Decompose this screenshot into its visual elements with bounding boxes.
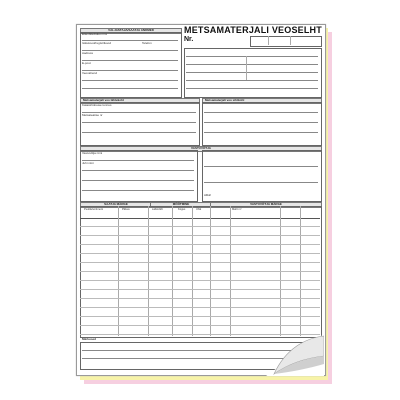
table-row-line bbox=[80, 316, 320, 317]
col-diameter: Läbimõõt bbox=[152, 208, 163, 211]
vehicle-label: Veovahend bbox=[82, 71, 98, 75]
reg-code-label: Isikukood/registrikood bbox=[82, 41, 112, 45]
loading-place-header: Metsamaterjali veo lähtekoht bbox=[80, 98, 200, 104]
line bbox=[204, 166, 318, 167]
line bbox=[204, 122, 318, 123]
col-assortment: Puuliik/sortiment bbox=[84, 208, 104, 211]
receiver-header: VASTUVÕTJA bbox=[80, 146, 322, 152]
table-header-receiver: VASTUVÕTJA MÄRGE bbox=[210, 202, 322, 208]
email-label: E-post bbox=[82, 61, 91, 65]
table-row-line bbox=[80, 235, 320, 236]
line bbox=[82, 190, 194, 191]
line bbox=[82, 170, 194, 171]
receiver-right-section bbox=[202, 150, 322, 202]
destination-header: Metsamaterjali veo sihtkoht bbox=[202, 98, 322, 104]
table-row-line bbox=[80, 280, 320, 281]
col-length: Pikkus bbox=[122, 208, 130, 211]
receiver-left-section bbox=[80, 150, 198, 202]
line bbox=[204, 182, 318, 183]
form-number-label: Nr. bbox=[184, 36, 194, 43]
table-row-line bbox=[80, 271, 320, 272]
line bbox=[82, 160, 194, 161]
divider bbox=[290, 36, 291, 45]
table-row-line bbox=[80, 253, 320, 254]
line bbox=[82, 50, 178, 51]
date-boxes bbox=[250, 36, 322, 47]
notes-label: Märkused bbox=[82, 337, 97, 341]
destination-section bbox=[202, 102, 322, 146]
table-row-line bbox=[80, 226, 320, 227]
line bbox=[82, 88, 178, 89]
line bbox=[186, 72, 318, 73]
table-header-measure: MÕÕTMINE bbox=[150, 202, 212, 208]
line bbox=[204, 112, 318, 113]
divider bbox=[246, 56, 247, 80]
line bbox=[82, 132, 196, 133]
line bbox=[82, 180, 194, 181]
table-row-line bbox=[80, 262, 320, 263]
phone-label: Telefon bbox=[142, 41, 152, 45]
cadastre-label: Katastriüksuse tunnus bbox=[82, 103, 112, 107]
issuer-name-label: Ettevõtte/isiku nimi bbox=[82, 32, 108, 36]
line bbox=[204, 132, 318, 133]
table-header-sender: SAATJA MÄRGE bbox=[80, 202, 152, 208]
page-curl-icon bbox=[266, 334, 324, 376]
table-row-line bbox=[80, 244, 320, 245]
line bbox=[186, 80, 318, 81]
form-title: METSAMATERJALI VEOSELHT bbox=[184, 25, 322, 35]
table-row-line bbox=[80, 307, 320, 308]
line bbox=[186, 64, 318, 65]
loading-place-section bbox=[80, 102, 200, 146]
issuer-address-label: Aadress bbox=[82, 51, 94, 55]
divider bbox=[268, 36, 269, 45]
receiver-name-label: Vastuvõtja nimi bbox=[82, 151, 103, 155]
table-row-line bbox=[80, 325, 320, 326]
table-row-line bbox=[80, 289, 320, 290]
line bbox=[186, 88, 318, 89]
col-unit: Ühik bbox=[196, 208, 202, 211]
line bbox=[82, 60, 178, 61]
line bbox=[82, 80, 178, 81]
signature-label: Allkiri bbox=[204, 193, 212, 197]
line bbox=[82, 122, 196, 123]
col-quantity: Kogus bbox=[178, 208, 186, 211]
table-header-bottom bbox=[80, 218, 320, 219]
col-volume: Maht m³ bbox=[232, 208, 242, 211]
line bbox=[186, 56, 318, 57]
sender-header: VÄLJASTAJA/SAATJA ANDMED bbox=[80, 28, 182, 34]
table-row-line bbox=[80, 298, 320, 299]
driver-label: Juhi nimi bbox=[82, 161, 94, 165]
forest-notice-label: Metsateatise nr bbox=[82, 113, 103, 117]
